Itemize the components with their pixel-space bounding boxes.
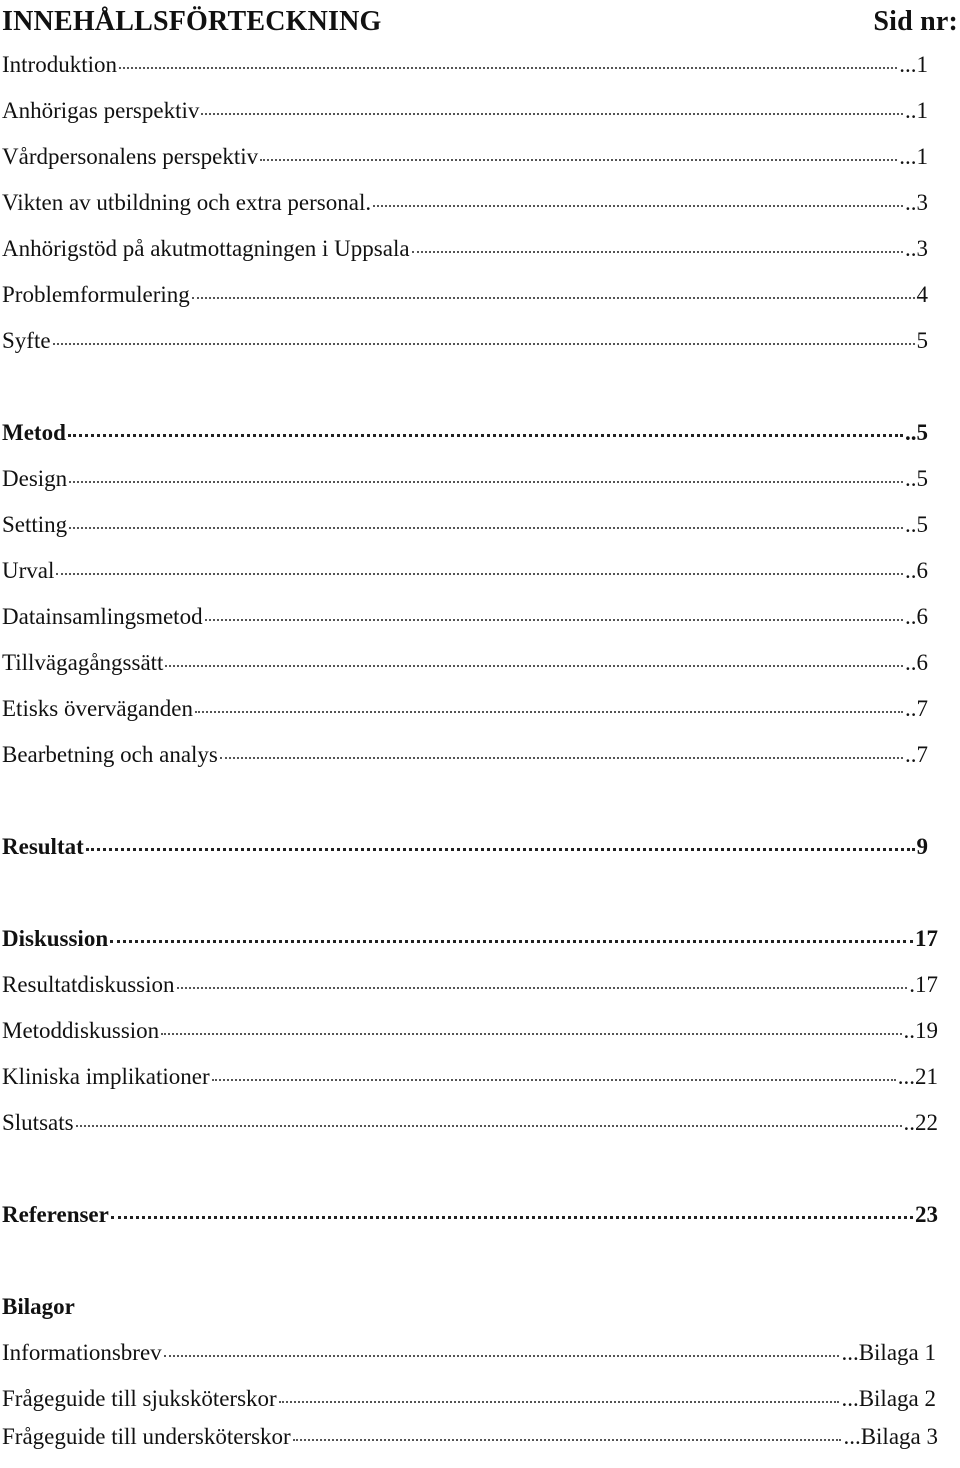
dot-leader — [56, 572, 903, 575]
toc-entry-datainsamlingsmetod[interactable] — [2, 604, 928, 644]
toc-entry-page: ..3 — [905, 190, 928, 215]
toc-entry-page: ...Bilaga 2 — [841, 1386, 936, 1411]
toc-entry-page: ..1 — [905, 98, 928, 123]
toc-entry-page: 5 — [916, 328, 928, 353]
toc-entry-urval[interactable] — [2, 558, 928, 598]
toc-entry-label: Resultatdiskussion — [2, 972, 175, 997]
dot-leader — [110, 939, 913, 943]
dot-leader — [192, 296, 915, 299]
toc-heading-bilagor — [2, 1294, 75, 1334]
toc-entry-page: ...1 — [899, 144, 928, 169]
dot-leader — [164, 1354, 840, 1357]
toc-entry-page: ..6 — [905, 558, 928, 583]
toc-entry-label: Introduktion — [2, 52, 117, 77]
toc-entry-frageguide-underskoterskor[interactable] — [2, 1424, 938, 1464]
toc-entry-page: ..19 — [903, 1018, 938, 1043]
toc-entry-page: ..6 — [905, 650, 928, 675]
dot-leader — [111, 1215, 913, 1219]
toc-entry-label: Problemformulering — [2, 282, 190, 307]
toc-entry-tillvagagangssatt[interactable] — [2, 650, 928, 690]
dot-leader — [119, 66, 897, 69]
dot-leader — [201, 112, 903, 115]
toc-entry-page: ...Bilaga 3 — [843, 1424, 938, 1449]
dot-leader — [68, 433, 903, 437]
toc-entry-design[interactable] — [2, 466, 928, 506]
toc-entry-label: Informationsbrev — [2, 1340, 162, 1365]
dot-leader — [161, 1032, 901, 1035]
toc-entry-label: Design — [2, 466, 68, 491]
toc-title: INNEHÅLLSFÖRTECKNING — [2, 6, 382, 37]
toc-entry-resultat[interactable] — [2, 834, 928, 874]
toc-entry-page: ..5 — [905, 466, 928, 491]
dot-leader — [86, 847, 915, 851]
dot-leader — [165, 664, 903, 667]
dot-leader — [69, 526, 903, 529]
dot-leader — [373, 204, 903, 207]
dot-leader — [205, 618, 903, 621]
toc-entry-page: .17 — [909, 972, 938, 997]
toc-entry-page: ..6 — [905, 604, 928, 629]
toc-entry-informationsbrev[interactable] — [2, 1340, 936, 1380]
toc-entry-frageguide-sjukskoterskor[interactable] — [2, 1386, 936, 1426]
toc-entry-label: Slutsats — [2, 1110, 74, 1135]
toc-entry-kliniska-implikationer[interactable] — [2, 1064, 938, 1104]
toc-entry-label: Metoddiskussion — [2, 1018, 160, 1043]
dot-leader — [412, 250, 903, 253]
toc-entry-label: Kliniska implikationer — [2, 1064, 210, 1089]
dot-leader — [279, 1400, 840, 1403]
toc-entry-label: Frågeguide till sjuksköterskor — [2, 1386, 277, 1411]
toc-entry-label: Datainsamlingsmetod — [2, 604, 203, 629]
dot-leader — [76, 1124, 902, 1127]
toc-entry-label: Anhörigas perspektiv — [2, 98, 200, 123]
dot-leader — [212, 1078, 896, 1081]
toc-entry-syfte[interactable] — [2, 328, 928, 368]
toc-entry-vikten-av-utbildning[interactable] — [2, 190, 928, 230]
toc-entry-page: ...21 — [897, 1064, 938, 1089]
toc-entry-page: 23 — [915, 1202, 938, 1227]
toc-entry-vardpersonalens-perspektiv[interactable] — [2, 144, 928, 184]
toc-entry-metod[interactable] — [2, 420, 928, 460]
toc-entry-label: Diskussion — [2, 926, 109, 951]
toc-entry-label: Setting — [2, 512, 68, 537]
toc-entry-label: Vikten av utbildning och extra personal. — [2, 190, 372, 215]
toc-entry-anhorigas-perspektiv[interactable] — [2, 98, 928, 138]
toc-entry-page: 17 — [915, 926, 938, 951]
dot-leader — [69, 480, 903, 483]
toc-entry-page: ...Bilaga 1 — [841, 1340, 936, 1365]
toc-entry-anhorigstod[interactable] — [2, 236, 928, 276]
toc-entry-page: ..7 — [905, 696, 928, 721]
dot-leader — [220, 756, 903, 759]
toc-entry-label: Referenser — [2, 1202, 109, 1227]
toc-entry-label: Vårdpersonalens perspektiv — [2, 144, 259, 169]
toc-entry-page: 9 — [916, 834, 928, 859]
toc-entry-page: ..5 — [905, 512, 928, 537]
dot-leader — [293, 1438, 842, 1441]
toc-entry-page: ..5 — [905, 420, 928, 445]
toc-entry-label: Bearbetning och analys — [2, 742, 218, 767]
toc-entry-label: Tillvägagångssätt — [2, 650, 164, 675]
page-number-label: Sid nr: — [873, 6, 958, 37]
dot-leader — [53, 342, 915, 345]
toc-entry-bearbetning-och-analys[interactable] — [2, 742, 928, 782]
toc-entry-label: Frågeguide till undersköterskor — [2, 1424, 291, 1449]
toc-entry-page: ..3 — [905, 236, 928, 261]
toc-entry-label: Urval — [2, 558, 55, 583]
toc-entry-label: Etisks överväganden — [2, 696, 193, 721]
toc-entry-label: Syfte — [2, 328, 51, 353]
toc-entry-page: ...1 — [899, 52, 928, 77]
toc-entry-etiska-overvaganden[interactable] — [2, 696, 928, 736]
toc-entry-resultatdiskussion[interactable] — [2, 972, 938, 1012]
toc-entry-introduktion[interactable] — [2, 52, 928, 92]
toc-entry-label: Metod — [2, 420, 66, 445]
toc-entry-problemformulering[interactable] — [2, 282, 928, 322]
toc-entry-slutsats[interactable] — [2, 1110, 938, 1150]
dot-leader — [177, 986, 908, 989]
toc-entry-setting[interactable] — [2, 512, 928, 552]
toc-entry-label: Bilagor — [2, 1294, 75, 1319]
toc-entry-page: ..22 — [903, 1110, 938, 1135]
toc-entry-referenser[interactable] — [2, 1202, 938, 1242]
toc-entry-page: 4 — [916, 282, 928, 307]
toc-entry-label: Anhörigstöd på akutmottagningen i Uppsala — [2, 236, 410, 261]
toc-entry-diskussion[interactable] — [2, 926, 938, 966]
toc-entry-page: ..7 — [905, 742, 928, 767]
dot-leader — [195, 710, 903, 713]
toc-entry-label: Resultat — [2, 834, 84, 859]
toc-header — [2, 2, 958, 42]
toc-entry-metoddiskussion[interactable] — [2, 1018, 938, 1058]
dot-leader — [260, 158, 897, 161]
